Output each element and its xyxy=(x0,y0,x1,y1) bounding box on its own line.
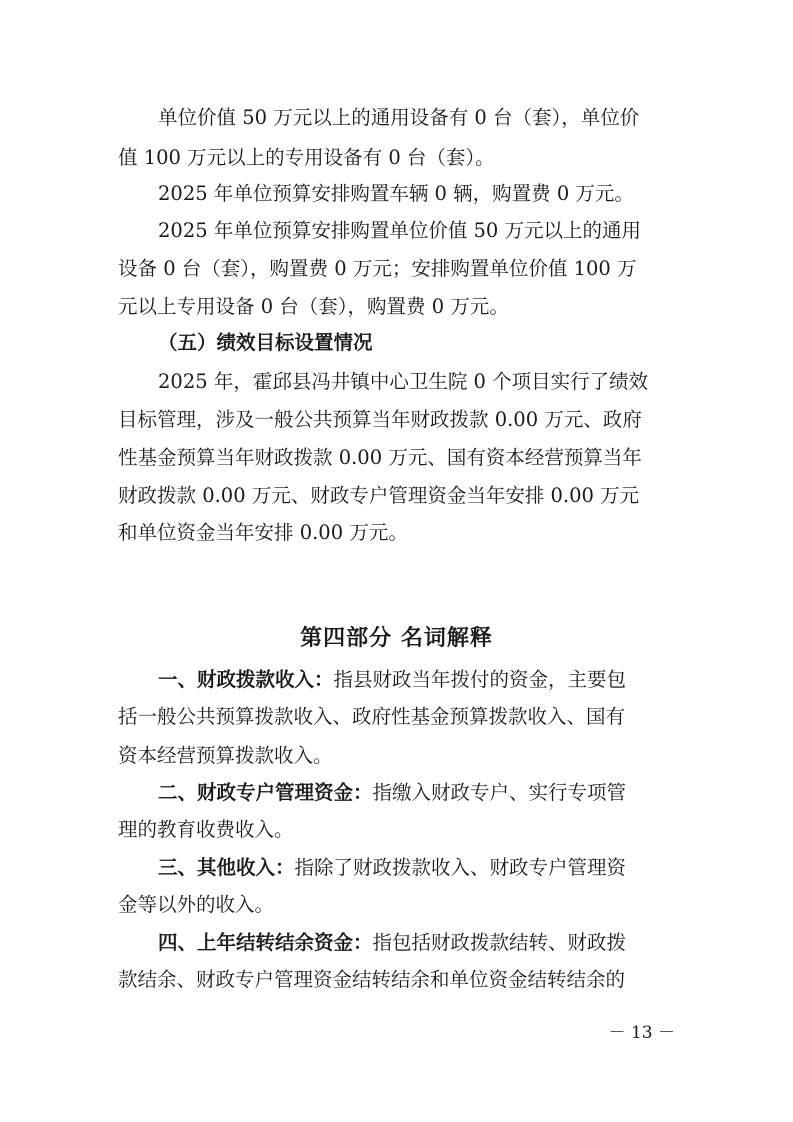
perf-line-2: 目标管理，涉及一般公共预算当年财政拨款 0.00 万元、政府 xyxy=(118,408,642,431)
term2-line-2: 理的教育收费收入。 xyxy=(118,818,294,841)
term4-text: 指包括财政拨款结转、财政拨 xyxy=(372,931,627,954)
perf-heading: （五）绩效目标设置情况 xyxy=(158,331,373,354)
term3-line-1 xyxy=(0,851,793,885)
perf-line-5: 和单位资金当年安排 0.00 万元。 xyxy=(118,521,408,544)
term2-line-1 xyxy=(0,776,793,810)
term3-text: 指除了财政拨款收入、财政专户管理资 xyxy=(294,856,627,879)
term2-text: 指缴入财政专户、实行专项管 xyxy=(372,781,627,804)
purchase-line-3: 元以上专用设备 0 台（套），购置费 0 万元。 xyxy=(118,295,509,318)
term1-line-1 xyxy=(0,663,793,697)
term1-text: 指县财政当年拨付的资金，主要包 xyxy=(333,668,627,691)
perf-line-4: 财政拨款 0.00 万元、财政专户管理资金当年安排 0.00 万元 xyxy=(118,484,640,507)
term3-label: 三、其他收入： xyxy=(158,856,295,879)
term1-line-2: 括一般公共预算拨款收入、政府性基金预算拨款收入、国有 xyxy=(118,705,626,728)
term4-line-1 xyxy=(0,926,793,960)
term1-label: 一、财政拨款收入： xyxy=(158,668,334,691)
purchase-line-2: 设备 0 台（套），购置费 0 万元；安排购置单位价值 100 万 xyxy=(118,257,637,280)
term4-line-2: 款结余、财政专户管理资金结转结余和单位资金结转结余的 xyxy=(118,968,626,991)
term4-label: 四、上年结转结余资金： xyxy=(158,931,373,954)
purchase-line-1: 2025 年单位预算安排购置单位价值 50 万元以上的通用 xyxy=(158,219,642,242)
term1-line-3: 资本经营预算拨款收入。 xyxy=(118,744,333,767)
equipment-line-1: 单位价值 50 万元以上的通用设备有 0 台（套），单位价 xyxy=(158,106,640,129)
perf-line-1: 2025 年，霍邱县冯井镇中心卫生院 0 个项目实行了绩效 xyxy=(158,370,649,393)
vehicle-line: 2025 年单位预算安排购置车辆 0 辆，购置费 0 万元。 xyxy=(158,182,634,205)
page-number: － 13 － xyxy=(608,1023,675,1043)
equipment-line-2: 值 100 万元以上的专用设备有 0 台（套）。 xyxy=(118,146,495,169)
term2-label: 二、财政专户管理资金： xyxy=(158,781,373,804)
term3-line-2: 金等以外的收入。 xyxy=(118,893,275,916)
perf-line-3: 性基金预算当年财政拨款 0.00 万元、国有资本经营预算当年 xyxy=(118,446,642,469)
part-four-title: 第四部分 名词解释 xyxy=(300,626,493,651)
